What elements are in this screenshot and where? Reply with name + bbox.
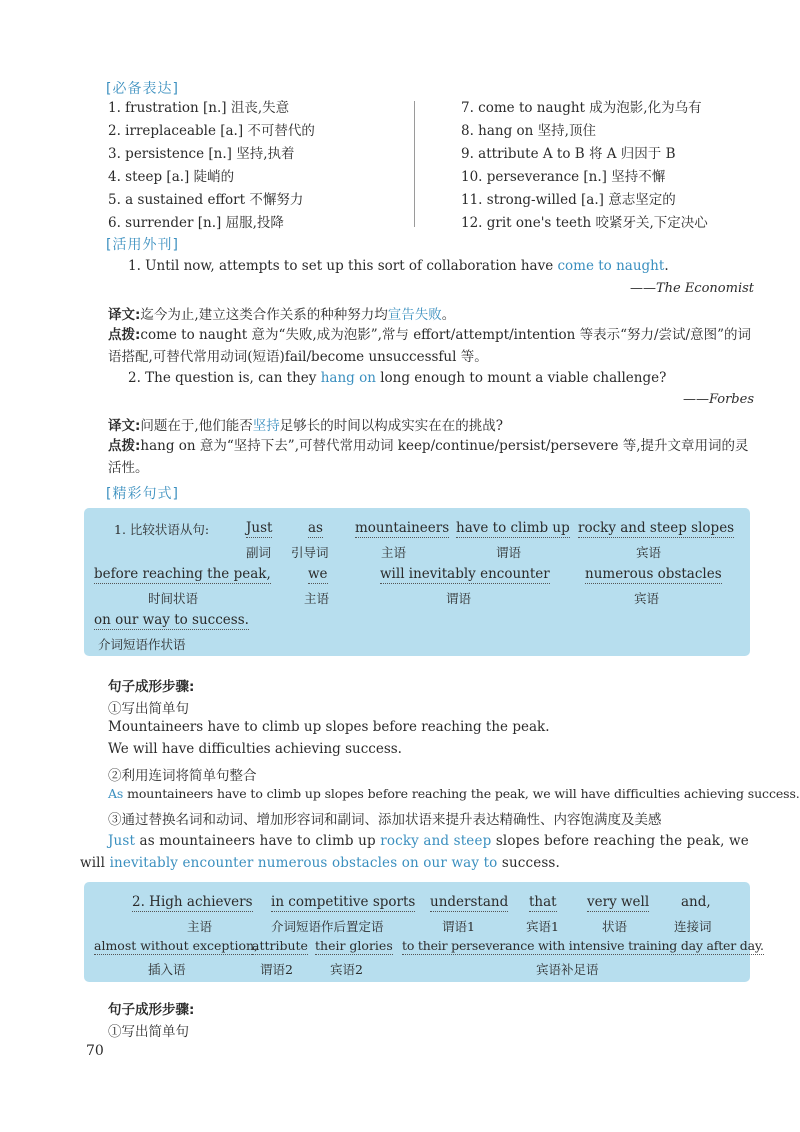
vocab-item: 7. come to naught 成为泡影,化为乌有	[461, 100, 702, 116]
example2-tip: 点拨:hang on 意为“坚持下去”,可替代常用动词 keep/continue/persist/persevere 等,提升文章用词的灵活性。	[108, 438, 749, 476]
vocab-item: 1. frustration [n.] 沮丧,失意	[108, 100, 290, 116]
sentence-part: and,	[681, 894, 711, 910]
grammar-label: 谓语	[496, 545, 522, 560]
steps-title: 句子成形步骤:	[108, 1002, 195, 1018]
sentence-analysis-panel-2	[84, 882, 764, 982]
grammar-label: 介词短语作后置定语	[271, 919, 384, 934]
page-number: 70	[86, 1043, 104, 1059]
example2-sentence: 2. The question is, can they hang on long enough to mount a viable challenge?	[128, 370, 667, 386]
sentence-part: mountaineers	[355, 520, 450, 536]
grammar-label: 连接词	[674, 919, 712, 934]
grammar-label: 主语	[187, 919, 213, 934]
vocab-item: 9. attribute A to B 将 A 归因于 B	[461, 146, 676, 162]
grammar-label: 主语	[304, 591, 330, 606]
sentence-part: before reaching the peak,	[94, 566, 271, 582]
sentence-part: Just	[246, 520, 273, 536]
sentence-part: to their perseverance with intensive training day after day.	[402, 938, 764, 953]
column-divider	[414, 101, 415, 227]
vocab-item: 4. steep [a.] 陡峭的	[108, 169, 235, 185]
section-title-patterns: [精彩句式]	[106, 486, 179, 502]
grammar-label: 时间状语	[148, 591, 199, 606]
example1-translation: 译文:迄今为止,建立这类合作关系的种种努力均宣告失败。	[108, 307, 456, 323]
sentence-part: very well	[587, 894, 650, 910]
section-title-expressions: [必备表达]	[106, 81, 179, 97]
sentence-part: that	[529, 894, 557, 910]
step-heading: ①写出简单句	[108, 1024, 189, 1040]
grammar-label: 介词短语作状语	[98, 637, 186, 652]
grammar-label: 谓语	[446, 591, 472, 606]
vocab-item: 5. a sustained effort 不懈努力	[108, 192, 304, 208]
final-sentence	[80, 830, 756, 874]
example1-tip: 点拨:come to naught 意为“失败,成为泡影”,常与 effort/attempt/intention 等表示“努力/尝试/意图”的词语搭配,可替代常用动词(短语)fail/become unsuccessful 等。	[108, 327, 752, 365]
vocab-item: 12. grit one's teeth 咬紧牙关,下定决心	[461, 215, 708, 231]
grammar-label: 宾语补足语	[536, 962, 599, 977]
grammar-label: 插入语	[148, 962, 186, 977]
grammar-label: 主语	[381, 545, 407, 560]
highlight-word: As	[108, 786, 124, 801]
example1-source: ——The Economist	[629, 281, 754, 296]
highlight-phrase: come to naught	[557, 258, 665, 274]
grammar-label: 谓语2	[260, 962, 293, 977]
sentence-part: numerous obstacles	[585, 566, 722, 582]
grammar-label: 宾语2	[330, 962, 363, 977]
example2-source: ——Forbes	[682, 392, 754, 407]
simple-sentence: We will have difficulties achieving success.	[108, 741, 402, 757]
step-heading: ①写出简单句	[108, 701, 189, 717]
sentence-analysis-panel-1	[84, 508, 750, 656]
vocab-item: 3. persistence [n.] 坚持,执着	[108, 146, 295, 162]
sentence-part: attribute	[252, 938, 308, 953]
grammar-label: 宾语1	[526, 919, 559, 934]
vocab-item: 2. irreplaceable [a.] 不可替代的	[108, 123, 315, 139]
vocab-item: 10. perseverance [n.] 坚持不懈	[461, 169, 666, 185]
example1-sentence: 1. Until now, attempts to set up this sort of collaboration have come to naught.	[128, 258, 669, 274]
example2-translation: 译文:问题在于,他们能否坚持足够长的时间以构成实实在在的挑战?	[108, 418, 503, 434]
sentence-part: understand	[430, 894, 509, 910]
grammar-label: 状语	[602, 919, 628, 934]
sentence-part: 2. High achievers	[132, 894, 253, 910]
vocab-list-right	[461, 97, 708, 235]
sentence-part: rocky and steep slopes	[578, 520, 735, 536]
highlight-phrase: 坚持	[252, 418, 280, 434]
vocab-item: 11. strong-willed [a.] 意志坚定的	[461, 192, 676, 208]
sentence-part: in competitive sports	[271, 894, 416, 910]
steps-title: 句子成形步骤:	[108, 679, 195, 695]
sentence-part: almost without exception,	[94, 938, 259, 953]
grammar-label: 引导词	[291, 545, 329, 560]
highlight-phrase: hang on	[320, 370, 376, 386]
sentence-text: as mountaineers have to climb up	[135, 833, 381, 849]
sentence-part: we	[308, 566, 328, 582]
sentence-text: success.	[497, 855, 560, 871]
grammar-label: 谓语1	[442, 919, 475, 934]
grammar-label: 宾语	[634, 591, 660, 606]
highlight-phrase: inevitably encounter numerous obstacles on our way to	[109, 855, 498, 871]
combined-sentence: As mountaineers have to climb up slopes before reaching the peak, we will have difficulties achieving success.	[108, 786, 800, 801]
sentence-part: on our way to success.	[94, 612, 249, 628]
highlight-phrase: 宣告失败	[387, 307, 442, 323]
section-title-usage: [活用外刊]	[106, 237, 179, 253]
panel-intro: 1. 比较状语从句:	[114, 522, 210, 537]
highlight-phrase: Just	[108, 833, 136, 849]
grammar-label: 副词	[246, 545, 272, 560]
vocab-item: 6. surrender [n.] 屈服,投降	[108, 215, 284, 231]
sentence-part: as	[308, 520, 323, 536]
sentence-part: have to climb up	[456, 520, 570, 536]
grammar-label: 宾语	[636, 545, 662, 560]
sentence-part: their glories	[315, 938, 393, 953]
vocab-list-left	[108, 97, 315, 235]
sentence-part: will inevitably encounter	[380, 566, 550, 582]
step-heading: ②利用连词将简单句整合	[108, 768, 257, 784]
sentence-text: slopes before reaching the peak, we will	[80, 833, 749, 871]
step-heading: ③通过替换名词和动词、增加形容词和副词、添加状语来提升表达精确性、内容饱满度及美感	[108, 812, 662, 828]
simple-sentence: Mountaineers have to climb up slopes before reaching the peak.	[108, 719, 550, 735]
highlight-phrase: rocky and steep	[380, 833, 492, 849]
vocab-item: 8. hang on 坚持,顶住	[461, 123, 596, 139]
